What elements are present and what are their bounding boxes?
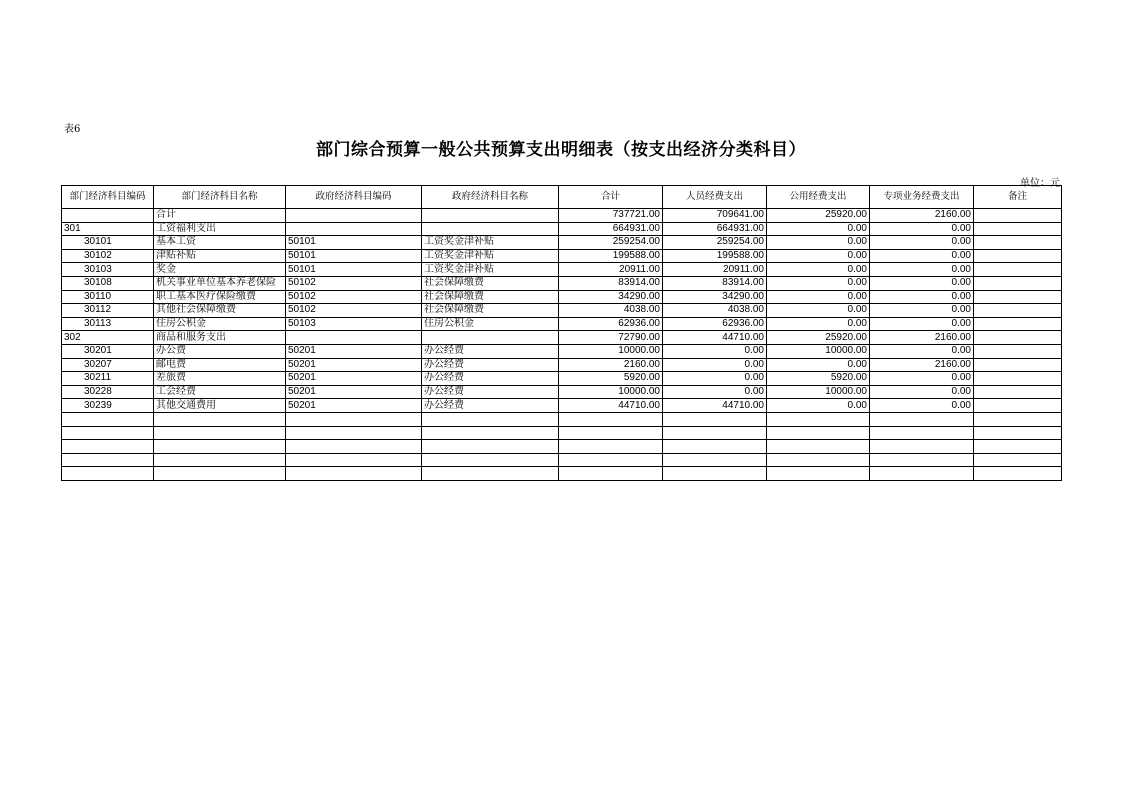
- cell-gov-name: 工资奖金津补贴: [422, 249, 559, 263]
- cell-dept-name: 奖金: [154, 263, 286, 277]
- cell-note: [974, 412, 1062, 426]
- cell-gov-code: [286, 412, 422, 426]
- cell-public: 0.00: [767, 358, 870, 372]
- cell-dept-name: 工会经费: [154, 385, 286, 399]
- cell-gov-name: 住房公积金: [422, 317, 559, 331]
- cell-public: 0.00: [767, 276, 870, 290]
- table-row: [62, 290, 1062, 304]
- cell-dept-name: [154, 440, 286, 454]
- cell-gov-name: [422, 412, 559, 426]
- budget-table: [61, 185, 1062, 481]
- cell-dept-code: [62, 440, 154, 454]
- cell-dept-code: 30101: [62, 236, 154, 250]
- cell-dept-name: [154, 453, 286, 467]
- cell-dept-name: 基本工资: [154, 236, 286, 250]
- table-row: [62, 358, 1062, 372]
- cell-dept-name: 其他交通费用: [154, 399, 286, 413]
- cell-note: [974, 304, 1062, 318]
- cell-dept-code: 301: [62, 222, 154, 236]
- cell-total: [559, 426, 663, 440]
- cell-special: 2160.00: [870, 358, 974, 372]
- table-row: [62, 331, 1062, 345]
- cell-personnel: 62936.00: [663, 317, 767, 331]
- cell-dept-name: [154, 467, 286, 481]
- cell-personnel: 44710.00: [663, 331, 767, 345]
- cell-special: [870, 412, 974, 426]
- table-row: [62, 276, 1062, 290]
- cell-personnel: 34290.00: [663, 290, 767, 304]
- cell-special: 0.00: [870, 372, 974, 386]
- cell-special: 0.00: [870, 290, 974, 304]
- column-header-dept-name: 部门经济科目名称: [154, 186, 286, 209]
- cell-gov-code: 50102: [286, 290, 422, 304]
- column-header-public: 公用经费支出: [767, 186, 870, 209]
- cell-dept-code: [62, 453, 154, 467]
- cell-gov-name: 社会保障缴费: [422, 276, 559, 290]
- cell-personnel: 0.00: [663, 344, 767, 358]
- cell-gov-name: [422, 440, 559, 454]
- unit-label: 单位：元: [1020, 178, 1060, 189]
- table-row: [62, 263, 1062, 277]
- cell-note: [974, 372, 1062, 386]
- cell-gov-name: 社会保障缴费: [422, 304, 559, 318]
- cell-public: 10000.00: [767, 385, 870, 399]
- cell-gov-code: 50201: [286, 399, 422, 413]
- cell-public: 10000.00: [767, 344, 870, 358]
- cell-note: [974, 385, 1062, 399]
- cell-total: 5920.00: [559, 372, 663, 386]
- cell-note: [974, 290, 1062, 304]
- column-header-special: 专项业务经费支出: [870, 186, 974, 209]
- cell-dept-name: 办公费: [154, 344, 286, 358]
- cell-gov-name: 工资奖金津补贴: [422, 236, 559, 250]
- cell-gov-code: [286, 467, 422, 481]
- cell-personnel: 4038.00: [663, 304, 767, 318]
- cell-dept-name: 工资福利支出: [154, 222, 286, 236]
- cell-note: [974, 331, 1062, 345]
- table-row: [62, 304, 1062, 318]
- cell-gov-code: [286, 209, 422, 223]
- cell-note: [974, 209, 1062, 223]
- cell-special: 0.00: [870, 399, 974, 413]
- cell-gov-name: [422, 453, 559, 467]
- cell-dept-code: 302: [62, 331, 154, 345]
- cell-note: [974, 317, 1062, 331]
- cell-gov-name: 办公经费: [422, 385, 559, 399]
- cell-dept-code: 30207: [62, 358, 154, 372]
- table-row: [62, 372, 1062, 386]
- cell-note: [974, 426, 1062, 440]
- cell-personnel: 664931.00: [663, 222, 767, 236]
- cell-dept-name: [154, 426, 286, 440]
- cell-special: [870, 453, 974, 467]
- cell-special: 0.00: [870, 236, 974, 250]
- cell-total: 44710.00: [559, 399, 663, 413]
- sheet-label: 表6: [64, 124, 81, 135]
- cell-note: [974, 236, 1062, 250]
- cell-total: 199588.00: [559, 249, 663, 263]
- cell-public: 0.00: [767, 263, 870, 277]
- cell-dept-code: [62, 209, 154, 223]
- cell-public: 0.00: [767, 236, 870, 250]
- cell-total: 62936.00: [559, 317, 663, 331]
- cell-personnel: 259254.00: [663, 236, 767, 250]
- cell-personnel: 709641.00: [663, 209, 767, 223]
- cell-special: [870, 440, 974, 454]
- cell-total: [559, 467, 663, 481]
- cell-note: [974, 399, 1062, 413]
- cell-public: 0.00: [767, 290, 870, 304]
- table-row: [62, 426, 1062, 440]
- cell-gov-code: [286, 453, 422, 467]
- cell-gov-name: 办公经费: [422, 372, 559, 386]
- cell-gov-code: [286, 426, 422, 440]
- table-row: [62, 453, 1062, 467]
- cell-dept-name: 其他社会保障缴费: [154, 304, 286, 318]
- cell-dept-code: 30228: [62, 385, 154, 399]
- cell-gov-name: 办公经费: [422, 399, 559, 413]
- cell-gov-name: [422, 331, 559, 345]
- cell-public: [767, 467, 870, 481]
- cell-special: [870, 467, 974, 481]
- cell-total: [559, 440, 663, 454]
- cell-public: [767, 412, 870, 426]
- cell-dept-code: [62, 426, 154, 440]
- cell-gov-code: [286, 222, 422, 236]
- cell-public: 0.00: [767, 317, 870, 331]
- cell-dept-name: 商品和服务支出: [154, 331, 286, 345]
- column-header-total: 合计: [559, 186, 663, 209]
- cell-personnel: 199588.00: [663, 249, 767, 263]
- cell-gov-code: [286, 440, 422, 454]
- column-header-personnel: 人员经费支出: [663, 186, 767, 209]
- cell-gov-name: [422, 222, 559, 236]
- cell-gov-name: 工资奖金津补贴: [422, 263, 559, 277]
- cell-public: 0.00: [767, 222, 870, 236]
- cell-dept-code: 30112: [62, 304, 154, 318]
- cell-total: 737721.00: [559, 209, 663, 223]
- cell-personnel: 0.00: [663, 385, 767, 399]
- table-row: [62, 317, 1062, 331]
- cell-gov-code: 50201: [286, 358, 422, 372]
- cell-total: 4038.00: [559, 304, 663, 318]
- cell-total: 2160.00: [559, 358, 663, 372]
- cell-dept-name: 职工基本医疗保险缴费: [154, 290, 286, 304]
- cell-special: 0.00: [870, 344, 974, 358]
- cell-gov-code: 50101: [286, 263, 422, 277]
- cell-note: [974, 453, 1062, 467]
- cell-special: 0.00: [870, 263, 974, 277]
- cell-note: [974, 263, 1062, 277]
- cell-dept-code: [62, 412, 154, 426]
- cell-special: 2160.00: [870, 209, 974, 223]
- cell-note: [974, 344, 1062, 358]
- cell-special: [870, 426, 974, 440]
- cell-dept-name: 合计: [154, 209, 286, 223]
- cell-dept-code: 30102: [62, 249, 154, 263]
- cell-special: 0.00: [870, 249, 974, 263]
- cell-dept-name: 津贴补贴: [154, 249, 286, 263]
- cell-personnel: 0.00: [663, 358, 767, 372]
- cell-total: 72790.00: [559, 331, 663, 345]
- table-row: [62, 412, 1062, 426]
- cell-special: 0.00: [870, 385, 974, 399]
- cell-public: [767, 440, 870, 454]
- cell-public: 5920.00: [767, 372, 870, 386]
- cell-personnel: [663, 412, 767, 426]
- cell-gov-name: [422, 426, 559, 440]
- cell-dept-name: 差旅费: [154, 372, 286, 386]
- cell-public: 25920.00: [767, 331, 870, 345]
- cell-dept-name: 邮电费: [154, 358, 286, 372]
- cell-dept-name: 住房公积金: [154, 317, 286, 331]
- cell-dept-code: 30110: [62, 290, 154, 304]
- cell-gov-code: 50101: [286, 236, 422, 250]
- cell-gov-code: 50201: [286, 385, 422, 399]
- cell-gov-name: 办公经费: [422, 358, 559, 372]
- cell-note: [974, 222, 1062, 236]
- cell-note: [974, 249, 1062, 263]
- cell-total: 20911.00: [559, 263, 663, 277]
- cell-gov-name: 办公经费: [422, 344, 559, 358]
- cell-dept-code: 30211: [62, 372, 154, 386]
- cell-public: [767, 453, 870, 467]
- cell-public: 0.00: [767, 399, 870, 413]
- cell-personnel: 20911.00: [663, 263, 767, 277]
- page-title: 部门综合预算一般公共预算支出明细表（按支出经济分类科目）: [316, 140, 806, 160]
- cell-special: 0.00: [870, 317, 974, 331]
- cell-personnel: [663, 440, 767, 454]
- table-row: [62, 236, 1062, 250]
- cell-total: 664931.00: [559, 222, 663, 236]
- cell-dept-name: [154, 412, 286, 426]
- table-row: [62, 440, 1062, 454]
- cell-personnel: [663, 426, 767, 440]
- cell-gov-code: 50102: [286, 276, 422, 290]
- cell-special: 0.00: [870, 276, 974, 290]
- cell-personnel: [663, 453, 767, 467]
- cell-public: 0.00: [767, 249, 870, 263]
- column-header-gov-name: 政府经济科目名称: [422, 186, 559, 209]
- table-row: [62, 222, 1062, 236]
- cell-gov-code: [286, 331, 422, 345]
- cell-personnel: 83914.00: [663, 276, 767, 290]
- cell-dept-name: 机关事业单位基本养老保险: [154, 276, 286, 290]
- cell-dept-code: [62, 467, 154, 481]
- column-header-dept-code: 部门经济科目编码: [62, 186, 154, 209]
- table-header-row: [62, 186, 1062, 209]
- cell-special: 2160.00: [870, 331, 974, 345]
- table-row: [62, 467, 1062, 481]
- cell-gov-code: 50102: [286, 304, 422, 318]
- column-header-gov-code: 政府经济科目编码: [286, 186, 422, 209]
- table-row: [62, 209, 1062, 223]
- table-row: [62, 344, 1062, 358]
- cell-note: [974, 358, 1062, 372]
- column-header-note: 备注: [974, 186, 1062, 209]
- cell-total: [559, 412, 663, 426]
- cell-dept-code: 30108: [62, 276, 154, 290]
- cell-note: [974, 440, 1062, 454]
- table-row: [62, 249, 1062, 263]
- cell-total: 259254.00: [559, 236, 663, 250]
- cell-public: 25920.00: [767, 209, 870, 223]
- cell-gov-name: 社会保障缴费: [422, 290, 559, 304]
- cell-note: [974, 276, 1062, 290]
- cell-public: 0.00: [767, 304, 870, 318]
- cell-personnel: [663, 467, 767, 481]
- cell-gov-code: 50201: [286, 372, 422, 386]
- cell-dept-code: 30239: [62, 399, 154, 413]
- cell-total: 83914.00: [559, 276, 663, 290]
- cell-dept-code: 30113: [62, 317, 154, 331]
- cell-dept-code: 30201: [62, 344, 154, 358]
- cell-total: 10000.00: [559, 385, 663, 399]
- cell-note: [974, 467, 1062, 481]
- cell-gov-code: 50103: [286, 317, 422, 331]
- table-row: [62, 385, 1062, 399]
- cell-gov-code: 50201: [286, 344, 422, 358]
- cell-personnel: 0.00: [663, 372, 767, 386]
- cell-total: 34290.00: [559, 290, 663, 304]
- cell-total: 10000.00: [559, 344, 663, 358]
- cell-gov-code: 50101: [286, 249, 422, 263]
- cell-special: 0.00: [870, 222, 974, 236]
- cell-dept-code: 30103: [62, 263, 154, 277]
- cell-personnel: 44710.00: [663, 399, 767, 413]
- cell-special: 0.00: [870, 304, 974, 318]
- cell-total: [559, 453, 663, 467]
- cell-gov-name: [422, 467, 559, 481]
- cell-public: [767, 426, 870, 440]
- cell-gov-name: [422, 209, 559, 223]
- table-row: [62, 399, 1062, 413]
